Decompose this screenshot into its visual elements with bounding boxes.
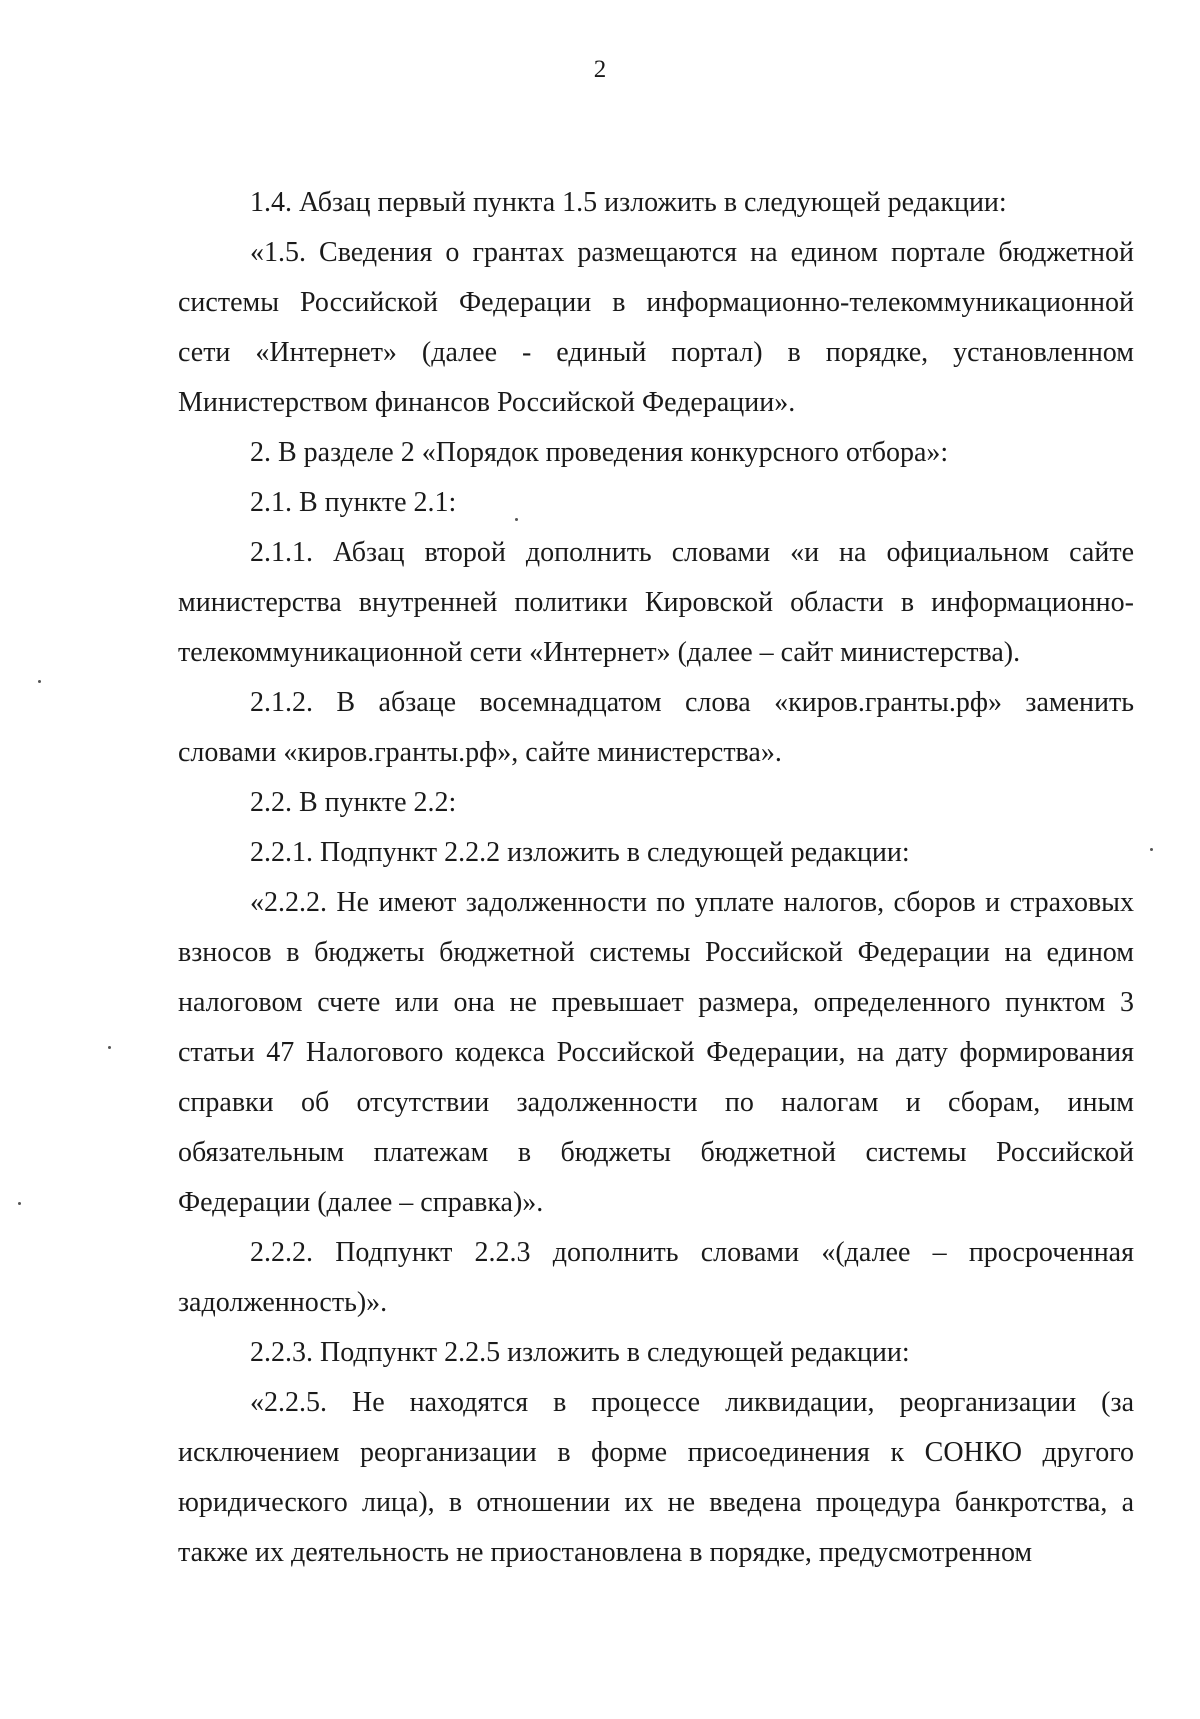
paragraph-2-2-1: 2.2.1. Подпункт 2.2.2 изложить в следующей редакции: <box>250 837 910 868</box>
paragraph-2-1-2: 2.1.2. В абзаце восемнадцатом слова «киров.гранты.рф» заменить словами «киров.гранты.рф», сайте министерства». <box>178 687 1134 768</box>
page-number: 2 <box>593 56 607 83</box>
paragraph-2-1: 2.1. В пункте 2.1: <box>250 487 457 518</box>
paragraph-2-2-2-quote: «2.2.2. Не имеют задолженности по уплате налогов, сборов и страховых взносов в бюджеты бюджетной системы Российской Федерации на едином налоговом счете или она не превышает размера, определенного пунктом 3 статьи 47 Налогового кодекса Российской Федерации, на дату формирования справки об отсутствии задолженности по налогам и сборам, иным обязательным платежам в бюджеты бюджетной системы Российской Федерации (далее – справка)». <box>178 887 1134 1218</box>
scan-speck <box>108 1046 111 1049</box>
paragraph-2-2-2: 2.2.2. Подпункт 2.2.3 дополнить словами «(далее – просроченная задолженность)». <box>178 1237 1134 1318</box>
paragraph-2-2-3: 2.2.3. Подпункт 2.2.5 изложить в следующей редакции: <box>250 1337 910 1368</box>
scan-speck <box>1150 848 1153 851</box>
paragraph-2-1-1: 2.1.1. Абзац второй дополнить словами «и на официальном сайте министерства внутренней политики Кировской области в информационно-телекоммуникационной сети «Интернет» (далее – сайт министерства). <box>178 537 1134 668</box>
scan-speck <box>515 518 518 521</box>
paragraph-2: 2. В разделе 2 «Порядок проведения конкурсного отбора»: <box>250 437 949 468</box>
paragraph-2-2: 2.2. В пункте 2.2: <box>250 787 457 818</box>
paragraph-2-2-5-quote: «2.2.5. Не находятся в процессе ликвидации, реорганизации (за исключением реорганизации в форме присоединения к СОНКО другого юридического лица), в отношении их не введена процедура банкротства, а также их деятельность не приостановлена в порядке, предусмотренном <box>178 1387 1134 1568</box>
scan-speck <box>18 1202 21 1205</box>
paragraph-1-4: 1.4. Абзац первый пункта 1.5 изложить в следующей редакции: <box>250 187 1007 218</box>
document-body <box>178 178 1134 1578</box>
paragraph-1-5-quote: «1.5. Сведения о грантах размещаются на едином портале бюджетной системы Российской Федерации в информационно-телекоммуникационной сети «Интернет» (далее - единый портал) в порядке, установленном Министерством финансов Российской Федерации». <box>178 237 1134 418</box>
scan-speck <box>38 680 41 683</box>
